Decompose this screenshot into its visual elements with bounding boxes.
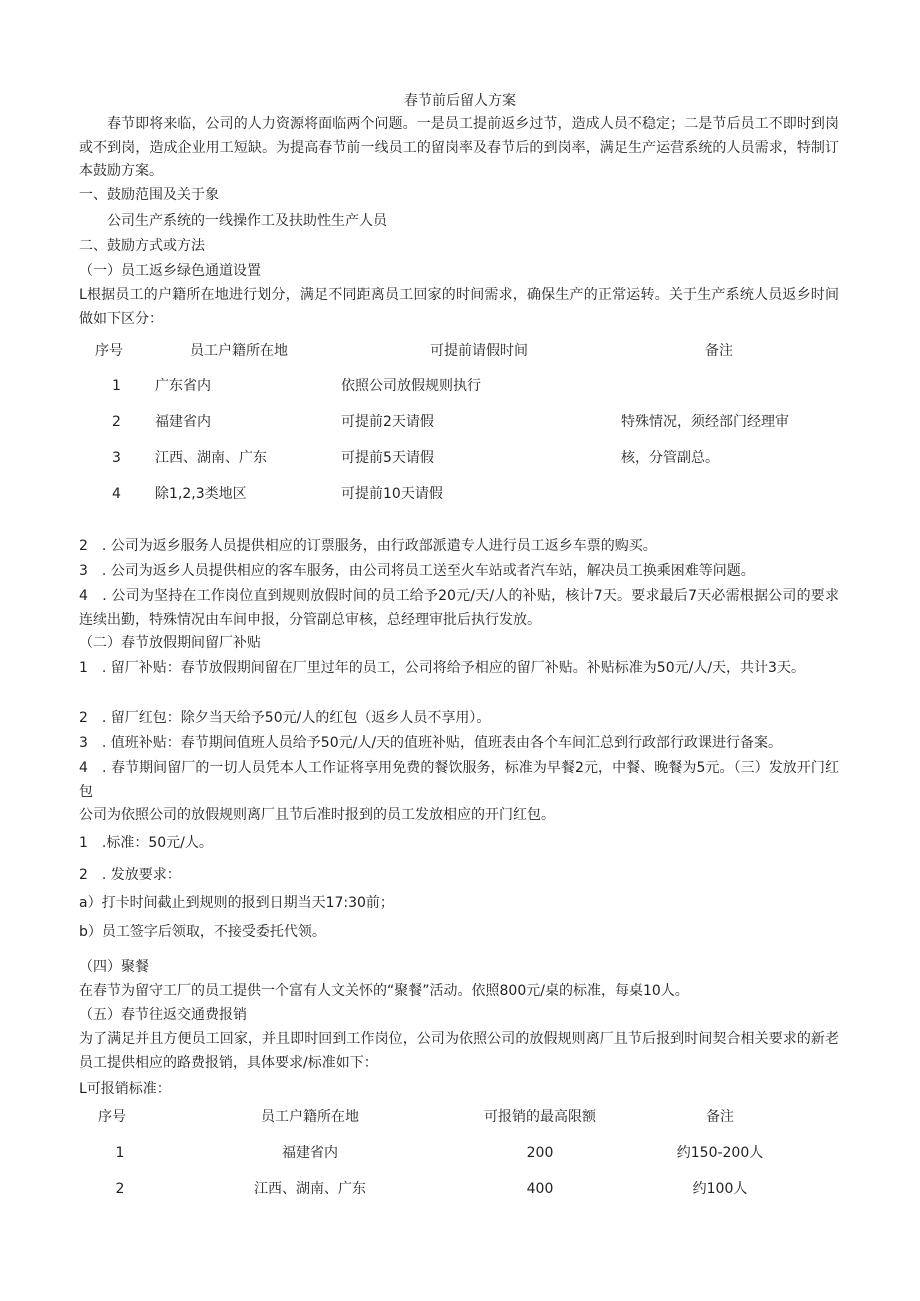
table1-row1-leave: 依照公司放假规则执行	[341, 378, 481, 394]
table1-row1-region: 广东省内	[155, 378, 211, 394]
table1-row3-leave: 可提前5天请假	[341, 450, 434, 466]
table2-row2-max: 400	[526, 1181, 554, 1197]
sub2-item2: 2 . 留厂红包：除夕当天给予50元/人的红包（返乡人员不享用）。	[79, 710, 491, 726]
sub2-item1: 1 . 留厂补贴：春节放假期间留在厂里过年的员工，公司将给予相应的留厂补贴。补贴标准为50元/人/天，共计3天。	[79, 660, 805, 676]
section2-heading: 二、鼓励方式或方法	[79, 238, 205, 254]
sub5-body: 为了满足并且方便员工回家，并且即时回到工作岗位，公司为依照公司的放假规则离厂且节后报到时间契合相关要求的新老员工提供相应的路费报销，具体要求/标准如下：	[79, 1031, 839, 1071]
table1-header-leave: 可提前请假时间	[430, 343, 528, 359]
sub1-item1: L根据员工的户籍所在地进行划分，满足不同距离员工回家的时间需求，确保生产的正常运转。关于生产系统人员返乡时间做如下区分：	[79, 287, 839, 327]
table2-row1-no: 1	[115, 1145, 125, 1161]
table2-row2-region: 江西、湖南、广东	[254, 1181, 366, 1197]
sub3-item2b: b）员工签字后领取，不接受委托代领。	[79, 924, 326, 940]
table1-row2-no: 2	[112, 414, 121, 430]
sub1-item2: 2 . 公司为返乡服务人员提供相应的订票服务，由行政部派遣专人进行员工返乡车票的购买。	[79, 538, 657, 554]
table1-note-line1: 特殊情况，须经部门经理审	[621, 414, 789, 430]
table1-header-note: 备注	[705, 343, 733, 359]
sub5-item1: L可报销标准：	[79, 1081, 171, 1097]
table1-row1-no: 1	[112, 378, 121, 394]
table2-row2-no: 2	[115, 1181, 125, 1197]
sub2-heading: （二）春节放假期间留厂补贴	[79, 635, 261, 651]
table1-row3-region: 江西、湖南、广东	[155, 450, 267, 466]
table1-header-region: 员工户籍所在地	[190, 343, 288, 359]
intro-paragraph: 春节即将来临，公司的人力资源将面临两个问题。一是员工提前返乡过节，造成人员不稳定；二是节后员工不即时到岗或不到岗，造成企业用工短缺。为提高春节前一线员工的留岗率及春节后的到岗率，满足生产运营系统的人员需求，特制订本鼓励方案。	[79, 116, 839, 179]
section1-heading: 一、鼓励范围及关于象	[79, 187, 219, 203]
sub2-item3: 3 . 值班补贴：春节期间值班人员给予50元/人/天的值班补贴，值班表由各个车间汇总到行政部行政课进行备案。	[79, 735, 783, 751]
table2-row1-max: 200	[526, 1145, 554, 1161]
table2-header-note: 备注	[706, 1109, 734, 1125]
sub5-heading: （五）春节往返交通费报销	[79, 1007, 247, 1023]
table1-row2-region: 福建省内	[155, 414, 211, 430]
table2-header-no: 序号	[98, 1109, 126, 1125]
sub4-body: 在春节为留守工厂的员工提供一个富有人文关怀的“聚餐”活动。依照800元/桌的标准，每桌10人。	[79, 983, 689, 999]
sub1-item4: 4 . 公司为坚持在工作岗位直到规则放假时间的员工给予20元/天/人的补贴，核计7天。要求最后7天必需根据公司的要求连续出勤，特殊情况由车间申报，分管副总审核，总经理审批后执行发放。	[79, 588, 839, 628]
table2-row1-region: 福建省内	[282, 1145, 338, 1161]
table1-row2-leave: 可提前2天请假	[341, 414, 434, 430]
section1-body: 公司生产系统的一线操作工及扶助性生产人员	[107, 213, 387, 229]
sub1-heading: （一）员工返乡绿色通道设置	[79, 263, 261, 279]
sub2-item4: 4 . 春节期间留厂的一切人员凭本人工作证将享用免费的餐饮服务，标准为早餐2元，中餐、晚餐为5元。（三）发放开门红包	[79, 760, 839, 800]
sub4-heading: （四）聚餐	[79, 959, 149, 975]
table2-header-region: 员工户籍所在地	[261, 1109, 359, 1125]
sub3-body: 公司为依照公司的放假规则离厂且节后准时报到的员工发放相应的开门红包。	[79, 807, 555, 823]
table1-row4-region: 除1,2,3类地区	[155, 486, 247, 502]
table1-row3-no: 3	[112, 450, 121, 466]
sub1-item3: 3 . 公司为返乡人员提供相应的客车服务，由公司将员工送至火车站或者汽车站，解决员工换乘困难等问题。	[79, 563, 755, 579]
table1-note-line2: 核，分管副总。	[621, 450, 719, 466]
table1-row4-leave: 可提前10天请假	[341, 486, 443, 502]
table1-header-no: 序号	[95, 343, 123, 359]
table2-row1-note: 约150-200人	[676, 1145, 764, 1161]
table2-header-max: 可报销的最高限额	[484, 1109, 596, 1125]
sub3-item2: 2 . 发放要求：	[79, 867, 181, 883]
table2-row2-note: 约100人	[692, 1181, 748, 1197]
page-title: 春节前后留人方案	[404, 93, 516, 109]
table1-row4-no: 4	[112, 486, 121, 502]
sub3-item1: 1 .标准：50元/人。	[79, 835, 213, 851]
sub3-item2a: a）打卡时间截止到规则的报到日期当天17:30前；	[79, 895, 394, 911]
